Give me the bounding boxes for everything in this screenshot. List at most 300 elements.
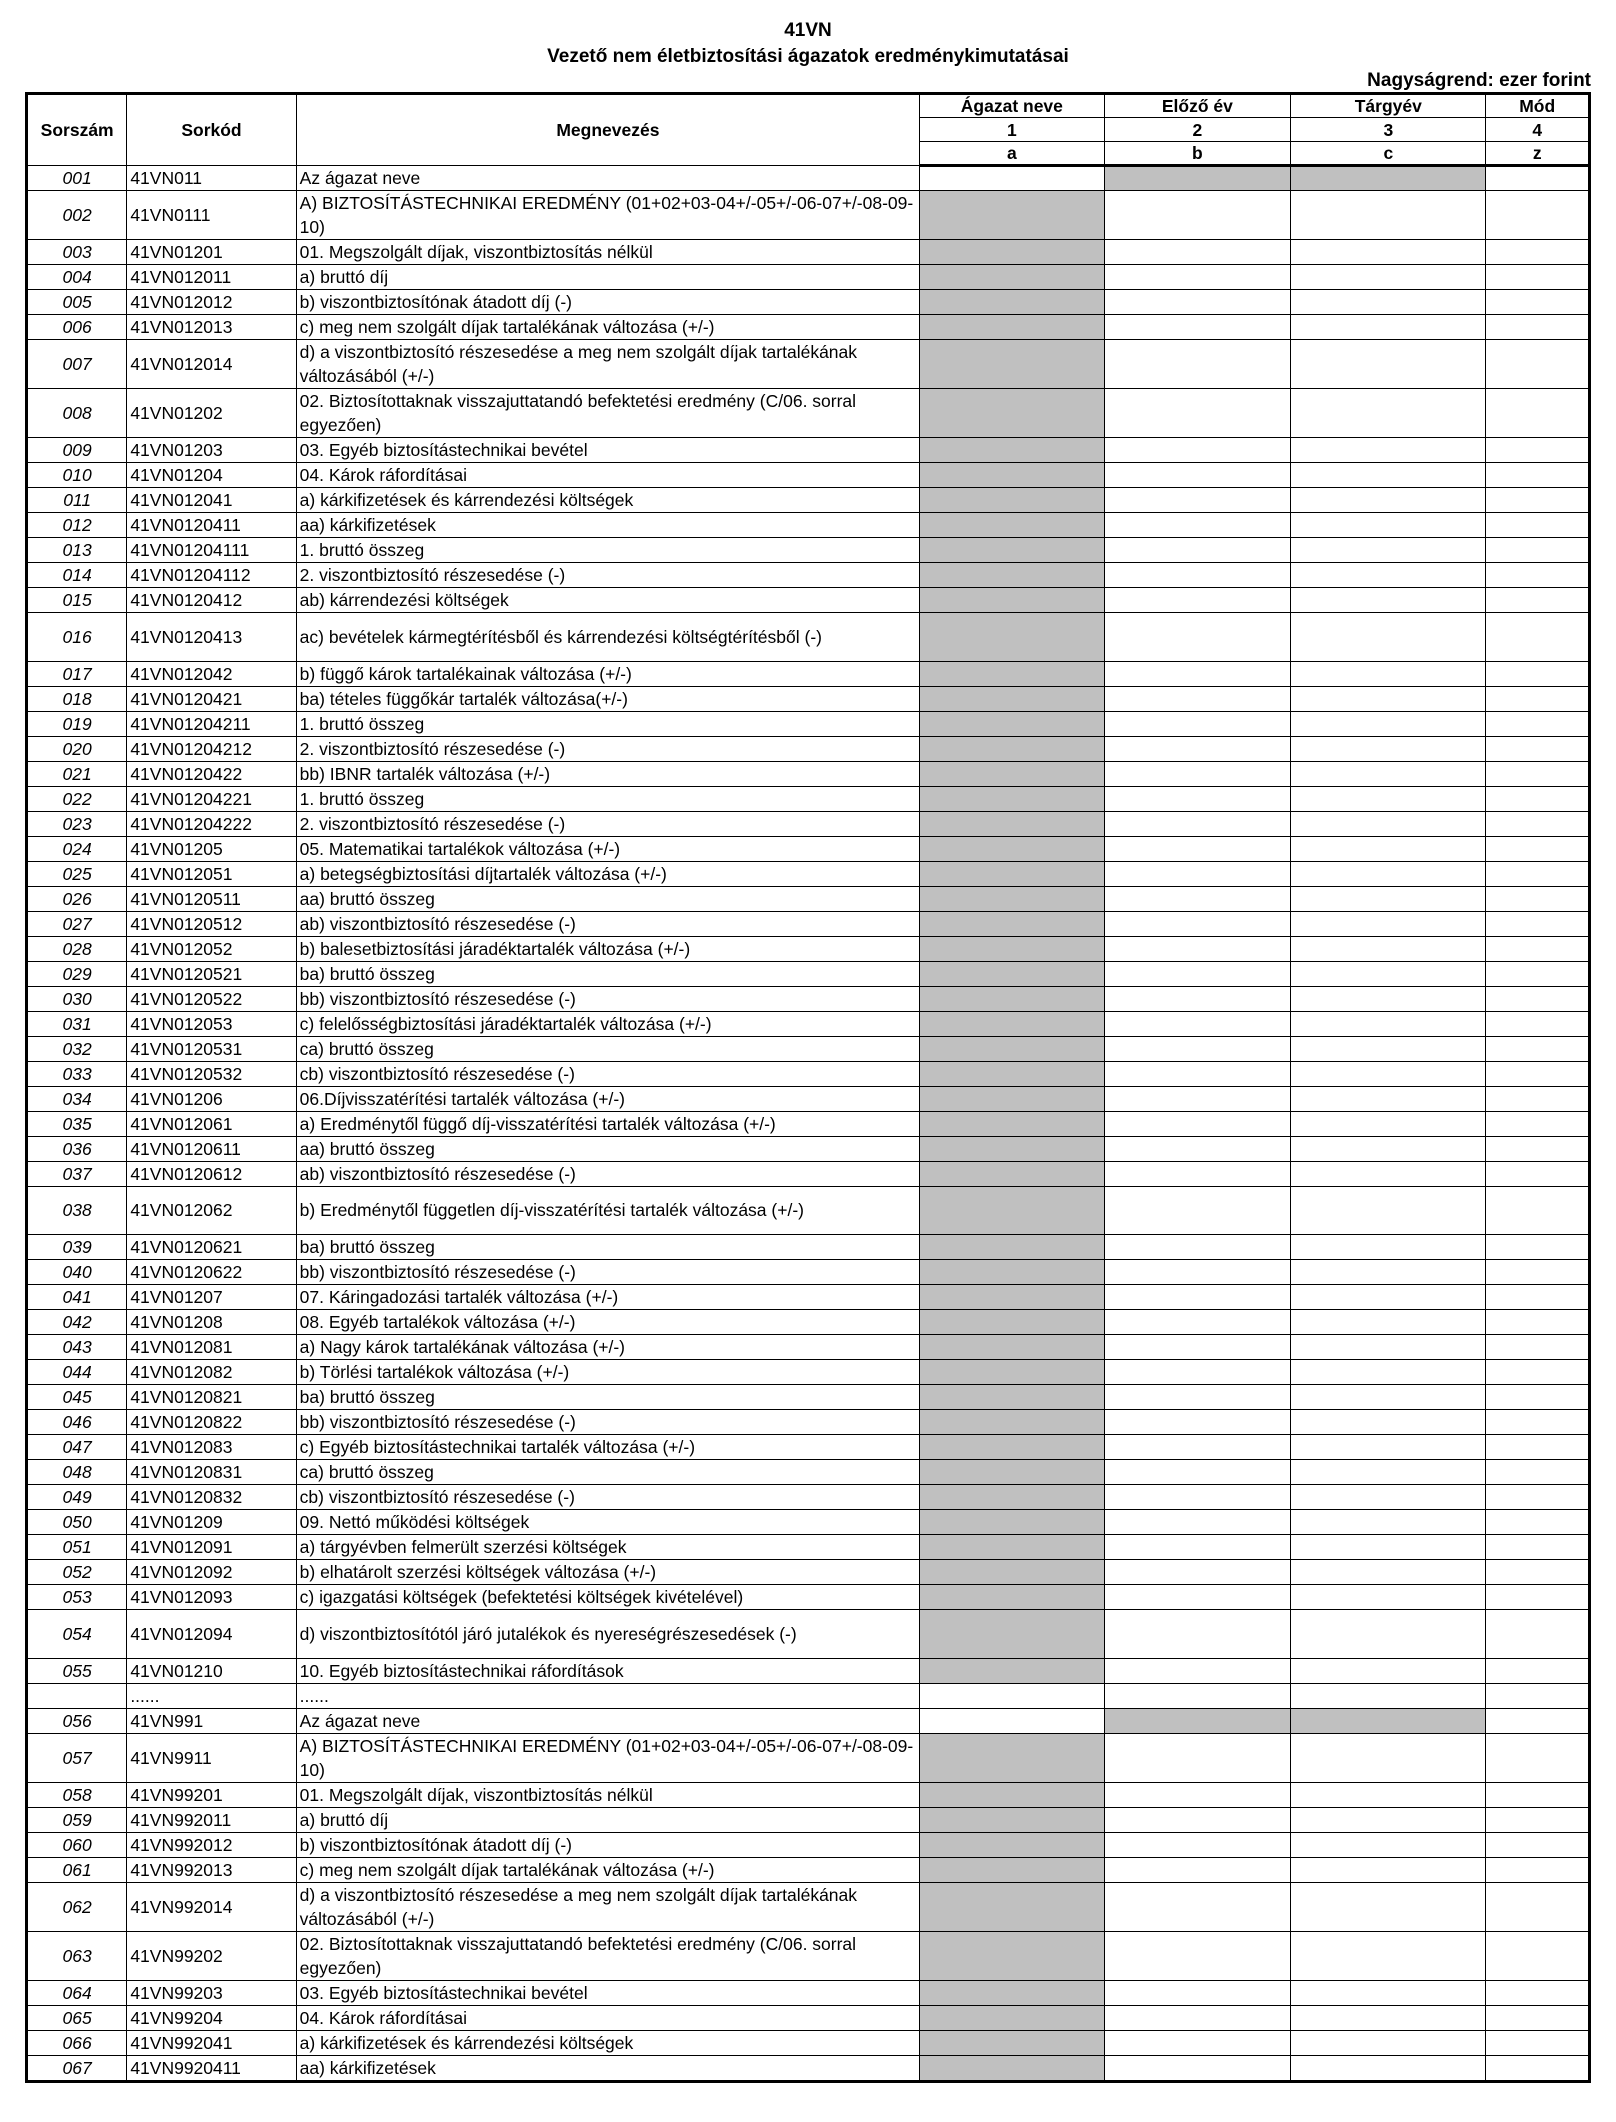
input-cell-c[interactable]: [1291, 488, 1486, 513]
input-cell-c[interactable]: [1291, 563, 1486, 588]
input-cell-b[interactable]: [1104, 191, 1291, 240]
input-cell-b[interactable]: [1104, 1310, 1291, 1335]
input-cell-z[interactable]: [1486, 1510, 1590, 1535]
input-cell-b[interactable]: [1104, 1360, 1291, 1385]
input-cell-c[interactable]: [1291, 811, 1486, 836]
input-cell-z[interactable]: [1486, 513, 1590, 538]
input-cell-b[interactable]: [1104, 1683, 1291, 1708]
input-cell-c[interactable]: [1291, 911, 1486, 936]
row-description: ca) bruttó összeg: [296, 1460, 919, 1485]
row-code: 41VN0111: [127, 191, 296, 240]
input-cell-z[interactable]: [1486, 886, 1590, 911]
input-cell-c[interactable]: [1291, 1360, 1486, 1385]
input-cell-c[interactable]: [1291, 886, 1486, 911]
shaded-cell-a: [920, 886, 1104, 911]
input-cell-b[interactable]: [1104, 1011, 1291, 1036]
shaded-cell-a: [920, 1807, 1104, 1832]
input-cell-c[interactable]: [1291, 513, 1486, 538]
shaded-cell-a: [920, 1510, 1104, 1535]
table-row: [27, 911, 1590, 936]
input-cell-b[interactable]: [1104, 340, 1291, 389]
input-cell-b[interactable]: [1104, 1882, 1291, 1931]
input-cell-z[interactable]: [1486, 563, 1590, 588]
input-cell-z[interactable]: [1486, 1857, 1590, 1882]
input-cell-b[interactable]: [1104, 986, 1291, 1011]
input-cell-b[interactable]: [1104, 2030, 1291, 2055]
shaded-cell-a: [920, 2030, 1104, 2055]
input-cell-b[interactable]: [1104, 588, 1291, 613]
input-cell-z[interactable]: [1486, 1285, 1590, 1310]
input-cell-z[interactable]: [1486, 1658, 1590, 1683]
input-cell-c[interactable]: [1291, 1585, 1486, 1610]
row-description: b) Törlési tartalékok változása (+/-): [296, 1360, 919, 1385]
input-cell-c[interactable]: [1291, 1485, 1486, 1510]
input-cell-c[interactable]: [1291, 290, 1486, 315]
input-cell-c[interactable]: [1291, 686, 1486, 711]
input-cell-c[interactable]: [1291, 1061, 1486, 1086]
input-cell-c[interactable]: [1291, 438, 1486, 463]
row-code: 41VN99202: [127, 1931, 296, 1980]
input-cell-z[interactable]: [1486, 1161, 1590, 1186]
header-col-letter: z: [1486, 142, 1590, 166]
input-cell-b[interactable]: [1104, 1980, 1291, 2005]
input-cell-c[interactable]: [1291, 240, 1486, 265]
row-number: 027: [27, 911, 127, 936]
input-cell-b[interactable]: [1104, 861, 1291, 886]
input-cell-a[interactable]: [920, 166, 1104, 191]
input-cell-c[interactable]: [1291, 1733, 1486, 1782]
input-cell-z[interactable]: [1486, 1310, 1590, 1335]
input-cell-b[interactable]: [1104, 1285, 1291, 1310]
input-cell-z[interactable]: [1486, 1485, 1590, 1510]
input-cell-z[interactable]: [1486, 861, 1590, 886]
table-row: [27, 811, 1590, 836]
row-number: 014: [27, 563, 127, 588]
shaded-cell-a: [920, 1931, 1104, 1980]
shaded-cell-a: [920, 1782, 1104, 1807]
input-cell-b[interactable]: [1104, 1061, 1291, 1086]
input-cell-z[interactable]: [1486, 1186, 1590, 1235]
input-cell-z[interactable]: [1486, 661, 1590, 686]
row-number: 054: [27, 1610, 127, 1659]
input-cell-c[interactable]: [1291, 961, 1486, 986]
input-cell-c[interactable]: [1291, 1310, 1486, 1335]
input-cell-z[interactable]: [1486, 166, 1590, 191]
input-cell-c[interactable]: [1291, 1385, 1486, 1410]
input-cell-z[interactable]: [1486, 488, 1590, 513]
row-number: 043: [27, 1335, 127, 1360]
shaded-cell-a: [920, 340, 1104, 389]
input-cell-b[interactable]: [1104, 686, 1291, 711]
input-cell-c[interactable]: [1291, 389, 1486, 438]
shaded-cell-a: [920, 1036, 1104, 1061]
input-cell-b[interactable]: [1104, 488, 1291, 513]
input-cell-b[interactable]: [1104, 1086, 1291, 1111]
input-cell-b[interactable]: [1104, 786, 1291, 811]
input-cell-b[interactable]: [1104, 811, 1291, 836]
shaded-cell-a: [920, 986, 1104, 1011]
row-description: b) Eredménytől független díj-visszatérítési tartalék változása (+/-): [296, 1186, 919, 1235]
row-description: 10. Egyéb biztosítástechnikai ráfordítások: [296, 1658, 919, 1683]
input-cell-z[interactable]: [1486, 315, 1590, 340]
shaded-cell-a: [920, 1011, 1104, 1036]
input-cell-c[interactable]: [1291, 1610, 1486, 1659]
input-cell-c[interactable]: [1291, 1535, 1486, 1560]
input-cell-z[interactable]: [1486, 761, 1590, 786]
input-cell-b[interactable]: [1104, 1585, 1291, 1610]
input-cell-c[interactable]: [1291, 786, 1486, 811]
input-cell-z[interactable]: [1486, 836, 1590, 861]
input-cell-c[interactable]: [1291, 1036, 1486, 1061]
input-cell-z[interactable]: [1486, 1708, 1590, 1733]
input-cell-b[interactable]: [1104, 2005, 1291, 2030]
input-cell-z[interactable]: [1486, 191, 1590, 240]
input-cell-c[interactable]: [1291, 661, 1486, 686]
row-description: b) elhatárolt szerzési költségek változása (+/-): [296, 1560, 919, 1585]
input-cell-c[interactable]: [1291, 2005, 1486, 2030]
input-cell-z[interactable]: [1486, 786, 1590, 811]
row-description: 2. viszontbiztosító részesedése (-): [296, 563, 919, 588]
input-cell-b[interactable]: [1104, 836, 1291, 861]
input-cell-c[interactable]: [1291, 861, 1486, 886]
input-cell-z[interactable]: [1486, 911, 1590, 936]
table-row: [27, 2055, 1590, 2081]
input-cell-z[interactable]: [1486, 736, 1590, 761]
shaded-cell-a: [920, 1435, 1104, 1460]
row-code: 41VN0120531: [127, 1036, 296, 1061]
input-cell-b[interactable]: [1104, 1186, 1291, 1235]
row-code: 41VN0120612: [127, 1161, 296, 1186]
input-cell-c[interactable]: [1291, 538, 1486, 563]
shaded-cell-a: [920, 761, 1104, 786]
input-cell-z[interactable]: [1486, 588, 1590, 613]
input-cell-c[interactable]: [1291, 463, 1486, 488]
input-cell-b[interactable]: [1104, 513, 1291, 538]
row-code: 41VN012092: [127, 1560, 296, 1585]
input-cell-c[interactable]: [1291, 1335, 1486, 1360]
shaded-cell-a: [920, 836, 1104, 861]
input-cell-z[interactable]: [1486, 265, 1590, 290]
input-cell-c[interactable]: [1291, 1460, 1486, 1485]
input-cell-c[interactable]: [1291, 761, 1486, 786]
row-number: 029: [27, 961, 127, 986]
row-code: 41VN01204221: [127, 786, 296, 811]
row-description: 04. Károk ráfordításai: [296, 2005, 919, 2030]
row-code: 41VN01209: [127, 1510, 296, 1535]
input-cell-z[interactable]: [1486, 986, 1590, 1011]
input-cell-b[interactable]: [1104, 438, 1291, 463]
input-cell-c[interactable]: [1291, 936, 1486, 961]
shaded-cell-a: [920, 1980, 1104, 2005]
input-cell-c[interactable]: [1291, 1782, 1486, 1807]
input-cell-a[interactable]: [920, 1708, 1104, 1733]
row-code: 41VN01202: [127, 389, 296, 438]
input-cell-z[interactable]: [1486, 1360, 1590, 1385]
input-cell-c[interactable]: [1291, 1186, 1486, 1235]
row-number: 061: [27, 1857, 127, 1882]
input-cell-z[interactable]: [1486, 1535, 1590, 1560]
input-cell-b[interactable]: [1104, 1610, 1291, 1659]
row-description: ab) viszontbiztosító részesedése (-): [296, 1161, 919, 1186]
input-cell-b[interactable]: [1104, 1460, 1291, 1485]
input-cell-z[interactable]: [1486, 1385, 1590, 1410]
shaded-cell-a: [920, 488, 1104, 513]
input-cell-c[interactable]: [1291, 588, 1486, 613]
header-col-name: Tárgyév: [1291, 94, 1486, 118]
row-number: 010: [27, 463, 127, 488]
table-row: [27, 836, 1590, 861]
input-cell-z[interactable]: [1486, 613, 1590, 662]
input-cell-c[interactable]: [1291, 191, 1486, 240]
table-row: [27, 1857, 1590, 1882]
input-cell-c[interactable]: [1291, 1011, 1486, 1036]
input-cell-z[interactable]: [1486, 1832, 1590, 1857]
input-cell-b[interactable]: [1104, 1410, 1291, 1435]
row-number: 007: [27, 340, 127, 389]
input-cell-c[interactable]: [1291, 1235, 1486, 1260]
input-cell-b[interactable]: [1104, 1535, 1291, 1560]
input-cell-z[interactable]: [1486, 2030, 1590, 2055]
input-cell-b[interactable]: [1104, 240, 1291, 265]
input-cell-z[interactable]: [1486, 686, 1590, 711]
row-number: 045: [27, 1385, 127, 1410]
table-row: [27, 1782, 1590, 1807]
input-cell-z[interactable]: [1486, 1931, 1590, 1980]
input-cell-z[interactable]: [1486, 1782, 1590, 1807]
input-cell-b[interactable]: [1104, 1435, 1291, 1460]
row-description: a) kárkifizetések és kárrendezési költségek: [296, 2030, 919, 2055]
input-cell-b[interactable]: [1104, 886, 1291, 911]
input-cell-c[interactable]: [1291, 1510, 1486, 1535]
row-code: 41VN9920411: [127, 2055, 296, 2081]
input-cell-b[interactable]: [1104, 1931, 1291, 1980]
input-cell-z[interactable]: [1486, 240, 1590, 265]
row-code: 41VN99201: [127, 1782, 296, 1807]
input-cell-b[interactable]: [1104, 1036, 1291, 1061]
row-description: 1. bruttó összeg: [296, 538, 919, 563]
shaded-cell-a: [920, 736, 1104, 761]
row-description: ba) tételes függőkár tartalék változása(+/-): [296, 686, 919, 711]
input-cell-z[interactable]: [1486, 1036, 1590, 1061]
input-cell-b[interactable]: [1104, 1260, 1291, 1285]
input-cell-b[interactable]: [1104, 1807, 1291, 1832]
row-code: 41VN012042: [127, 661, 296, 686]
input-cell-c[interactable]: [1291, 836, 1486, 861]
input-cell-c[interactable]: [1291, 1086, 1486, 1111]
input-cell-c[interactable]: [1291, 1832, 1486, 1857]
input-cell-z[interactable]: [1486, 1733, 1590, 1782]
row-number: 024: [27, 836, 127, 861]
input-cell-z[interactable]: [1486, 438, 1590, 463]
input-cell-z[interactable]: [1486, 1683, 1590, 1708]
row-number: 049: [27, 1485, 127, 1510]
input-cell-b[interactable]: [1104, 711, 1291, 736]
input-cell-b[interactable]: [1104, 563, 1291, 588]
input-cell-b[interactable]: [1104, 661, 1291, 686]
input-cell-z[interactable]: [1486, 2005, 1590, 2030]
input-cell-c[interactable]: [1291, 1882, 1486, 1931]
row-number: 013: [27, 538, 127, 563]
row-description: 07. Káringadozási tartalék változása (+/-): [296, 1285, 919, 1310]
row-number: 060: [27, 1832, 127, 1857]
input-cell-c[interactable]: [1291, 1435, 1486, 1460]
input-cell-z[interactable]: [1486, 2055, 1590, 2081]
input-cell-b[interactable]: [1104, 613, 1291, 662]
table-row: [27, 488, 1590, 513]
table-row: [27, 315, 1590, 340]
shaded-cell-a: [920, 1310, 1104, 1335]
shaded-cell-b: [1104, 1708, 1291, 1733]
row-description: 1. bruttó összeg: [296, 786, 919, 811]
input-cell-z[interactable]: [1486, 538, 1590, 563]
row-code: 41VN012093: [127, 1585, 296, 1610]
input-cell-b[interactable]: [1104, 2055, 1291, 2081]
row-number: 037: [27, 1161, 127, 1186]
row-code: 41VN012052: [127, 936, 296, 961]
input-cell-b[interactable]: [1104, 538, 1291, 563]
input-cell-z[interactable]: [1486, 1111, 1590, 1136]
input-cell-b[interactable]: [1104, 290, 1291, 315]
input-cell-b[interactable]: [1104, 911, 1291, 936]
input-cell-c[interactable]: [1291, 1980, 1486, 2005]
input-cell-b[interactable]: [1104, 1111, 1291, 1136]
input-cell-b[interactable]: [1104, 265, 1291, 290]
input-cell-z[interactable]: [1486, 811, 1590, 836]
input-cell-z[interactable]: [1486, 1335, 1590, 1360]
form-code-title: 41VN: [784, 20, 832, 41]
input-cell-z[interactable]: [1486, 340, 1590, 389]
input-cell-c[interactable]: [1291, 1111, 1486, 1136]
input-cell-b[interactable]: [1104, 1485, 1291, 1510]
input-cell-b[interactable]: [1104, 463, 1291, 488]
row-description: d) viszontbiztosítótól járó jutalékok és nyereségrészesedések (-): [296, 1610, 919, 1659]
input-cell-z[interactable]: [1486, 1980, 1590, 2005]
input-cell-c[interactable]: [1291, 1560, 1486, 1585]
input-cell-z[interactable]: [1486, 1585, 1590, 1610]
row-code: 41VN01204: [127, 463, 296, 488]
input-cell-z[interactable]: [1486, 711, 1590, 736]
row-description: a) bruttó díj: [296, 1807, 919, 1832]
input-cell-c[interactable]: [1291, 340, 1486, 389]
input-cell-b[interactable]: [1104, 315, 1291, 340]
input-cell-z[interactable]: [1486, 1235, 1590, 1260]
input-cell-c[interactable]: [1291, 1410, 1486, 1435]
input-cell-b[interactable]: [1104, 1161, 1291, 1186]
row-description: d) a viszontbiztosító részesedése a meg nem szolgált díjak tartalékának változásából (+/-): [296, 1882, 919, 1931]
input-cell-z[interactable]: [1486, 1260, 1590, 1285]
input-cell-c[interactable]: [1291, 2030, 1486, 2055]
input-cell-z[interactable]: [1486, 1136, 1590, 1161]
input-cell-z[interactable]: [1486, 1610, 1590, 1659]
row-description: ab) viszontbiztosító részesedése (-): [296, 911, 919, 936]
input-cell-z[interactable]: [1486, 1882, 1590, 1931]
table-row: [27, 1535, 1590, 1560]
input-cell-c[interactable]: [1291, 315, 1486, 340]
input-cell-b[interactable]: [1104, 1658, 1291, 1683]
table-row: [27, 1585, 1590, 1610]
input-cell-z[interactable]: [1486, 961, 1590, 986]
input-cell-b[interactable]: [1104, 1560, 1291, 1585]
row-number: 065: [27, 2005, 127, 2030]
table-row: [27, 1460, 1590, 1485]
row-description: a) tárgyévben felmerült szerzési költségek: [296, 1535, 919, 1560]
input-cell-c[interactable]: [1291, 1285, 1486, 1310]
row-number: 011: [27, 488, 127, 513]
row-code: 41VN0120611: [127, 1136, 296, 1161]
input-cell-b[interactable]: [1104, 1782, 1291, 1807]
row-number: 019: [27, 711, 127, 736]
input-cell-z[interactable]: [1486, 1410, 1590, 1435]
input-cell-c[interactable]: [1291, 1807, 1486, 1832]
input-cell-c[interactable]: [1291, 711, 1486, 736]
row-code: 41VN012011: [127, 265, 296, 290]
input-cell-z[interactable]: [1486, 1061, 1590, 1086]
input-cell-b[interactable]: [1104, 761, 1291, 786]
input-cell-c[interactable]: [1291, 613, 1486, 662]
input-cell-b[interactable]: [1104, 936, 1291, 961]
input-cell-z[interactable]: [1486, 290, 1590, 315]
input-cell-b[interactable]: [1104, 1510, 1291, 1535]
shaded-cell-a: [920, 711, 1104, 736]
input-cell-c[interactable]: [1291, 265, 1486, 290]
input-cell-z[interactable]: [1486, 936, 1590, 961]
input-cell-c[interactable]: [1291, 1161, 1486, 1186]
input-cell-b[interactable]: [1104, 961, 1291, 986]
row-description: bb) viszontbiztosító részesedése (-): [296, 986, 919, 1011]
table-row: [27, 1385, 1590, 1410]
input-cell-z[interactable]: [1486, 1807, 1590, 1832]
row-description: A) BIZTOSÍTÁSTECHNIKAI EREDMÉNY (01+02+03-04+/-05+/-06-07+/-08-09-10): [296, 1733, 919, 1782]
row-code: 41VN01204112: [127, 563, 296, 588]
input-cell-b[interactable]: [1104, 389, 1291, 438]
input-cell-c[interactable]: [1291, 1658, 1486, 1683]
input-cell-b[interactable]: [1104, 1335, 1291, 1360]
input-cell-z[interactable]: [1486, 389, 1590, 438]
input-cell-z[interactable]: [1486, 1460, 1590, 1485]
input-cell-a[interactable]: [920, 1683, 1104, 1708]
table-row: [27, 1036, 1590, 1061]
input-cell-b[interactable]: [1104, 1832, 1291, 1857]
input-cell-c[interactable]: [1291, 986, 1486, 1011]
input-cell-b[interactable]: [1104, 1385, 1291, 1410]
input-cell-c[interactable]: [1291, 1857, 1486, 1882]
input-cell-c[interactable]: [1291, 2055, 1486, 2081]
row-description: 01. Megszolgált díjak, viszontbiztosítás nélkül: [296, 1782, 919, 1807]
row-code: 41VN0120411: [127, 513, 296, 538]
input-cell-b[interactable]: [1104, 1857, 1291, 1882]
row-description: cb) viszontbiztosító részesedése (-): [296, 1061, 919, 1086]
input-cell-b[interactable]: [1104, 1733, 1291, 1782]
input-cell-b[interactable]: [1104, 736, 1291, 761]
input-cell-c[interactable]: [1291, 1136, 1486, 1161]
header-col-letter: c: [1291, 142, 1486, 166]
input-cell-b[interactable]: [1104, 1136, 1291, 1161]
shaded-cell-a: [920, 1086, 1104, 1111]
input-cell-z[interactable]: [1486, 1435, 1590, 1460]
input-cell-z[interactable]: [1486, 1560, 1590, 1585]
input-cell-c[interactable]: [1291, 736, 1486, 761]
shaded-cell-a: [920, 1535, 1104, 1560]
input-cell-z[interactable]: [1486, 1086, 1590, 1111]
input-cell-b[interactable]: [1104, 1235, 1291, 1260]
input-cell-c[interactable]: [1291, 1683, 1486, 1708]
input-cell-z[interactable]: [1486, 1011, 1590, 1036]
header-col-letter: b: [1104, 142, 1291, 166]
input-cell-c[interactable]: [1291, 1931, 1486, 1980]
input-cell-z[interactable]: [1486, 463, 1590, 488]
table-row: [27, 1832, 1590, 1857]
input-cell-c[interactable]: [1291, 1260, 1486, 1285]
